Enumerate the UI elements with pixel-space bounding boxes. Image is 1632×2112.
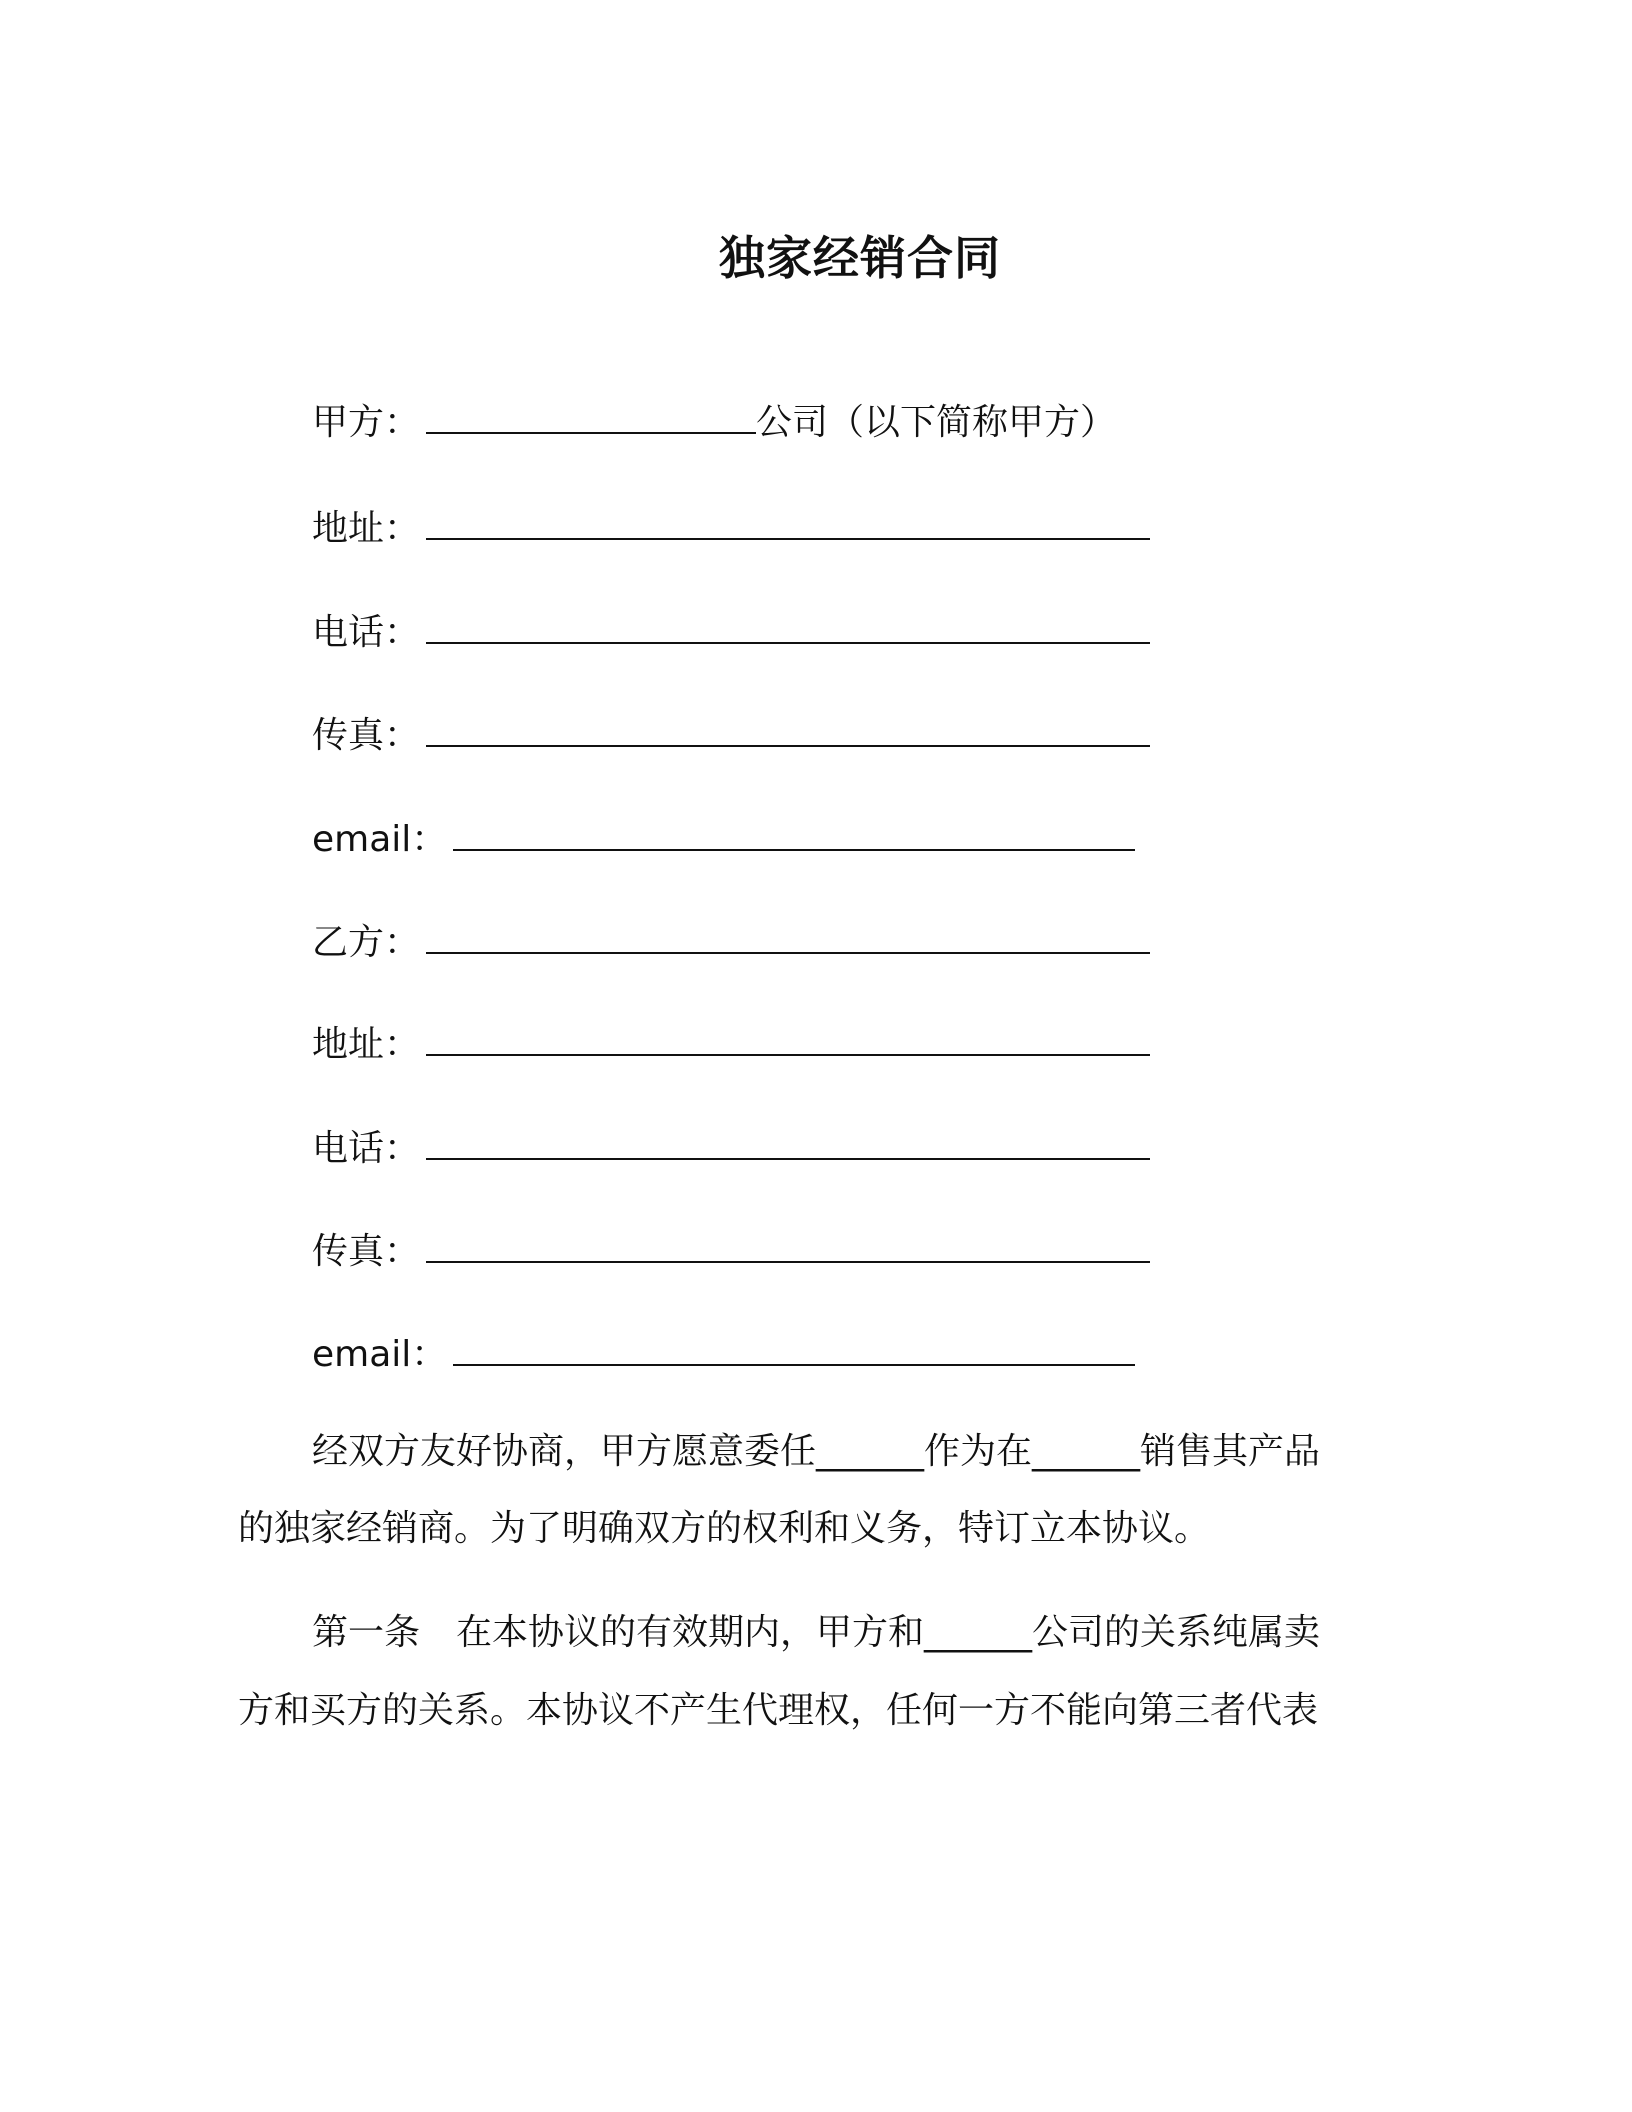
party-a-name-blank [426, 398, 756, 434]
party-a-suffix: 公司（以下简称甲方） [756, 402, 1117, 443]
party-a-email-row [312, 815, 1135, 864]
party-b-address-label: 地址： [312, 1024, 421, 1065]
party-b-address-blank [426, 1020, 1150, 1056]
party-b-fax-blank [426, 1227, 1150, 1263]
party-b-fax-row [312, 1227, 1150, 1276]
document-title: 独家经销合同 [719, 231, 1001, 285]
party-b-email-label: email： [312, 1334, 448, 1375]
party-a-phone-label: 电话： [312, 612, 421, 653]
party-b-email-row [312, 1330, 1135, 1379]
party-a-email-blank [453, 815, 1135, 851]
party-a-fax-label: 传真： [312, 715, 421, 756]
party-b-name-blank [426, 918, 1150, 954]
party-b-label: 乙方： [312, 922, 421, 963]
paragraph-2-line-1: 第一条 在本协议的有效期内，甲方和______公司的关系纯属卖 [312, 1612, 1321, 1653]
party-a-address-blank [426, 504, 1150, 540]
party-a-row [312, 398, 1116, 447]
party-a-fax-blank [426, 711, 1150, 747]
party-b-phone-row [312, 1124, 1150, 1173]
paragraph-1-line-2: 的独家经销商。为了明确双方的权利和义务，特订立本协议。 [238, 1508, 1211, 1549]
party-b-address-row [312, 1020, 1150, 1069]
party-a-fax-row [312, 711, 1150, 760]
party-b-fax-label: 传真： [312, 1231, 421, 1272]
party-b-phone-label: 电话： [312, 1128, 421, 1169]
party-b-email-blank [453, 1330, 1135, 1366]
party-b-row [312, 918, 1150, 967]
paragraph-1-line-1: 经双方友好协商，甲方愿意委任______作为在______销售其产品 [312, 1431, 1321, 1472]
party-b-phone-blank [426, 1124, 1150, 1160]
party-a-address-row [312, 504, 1150, 553]
party-a-email-label: email： [312, 819, 448, 860]
party-a-label: 甲方： [312, 402, 421, 443]
party-a-phone-blank [426, 608, 1150, 644]
paragraph-2-line-2: 方和买方的关系。本协议不产生代理权，任何一方不能向第三者代表 [238, 1690, 1319, 1731]
party-a-address-label: 地址： [312, 508, 421, 549]
party-a-phone-row [312, 608, 1150, 657]
